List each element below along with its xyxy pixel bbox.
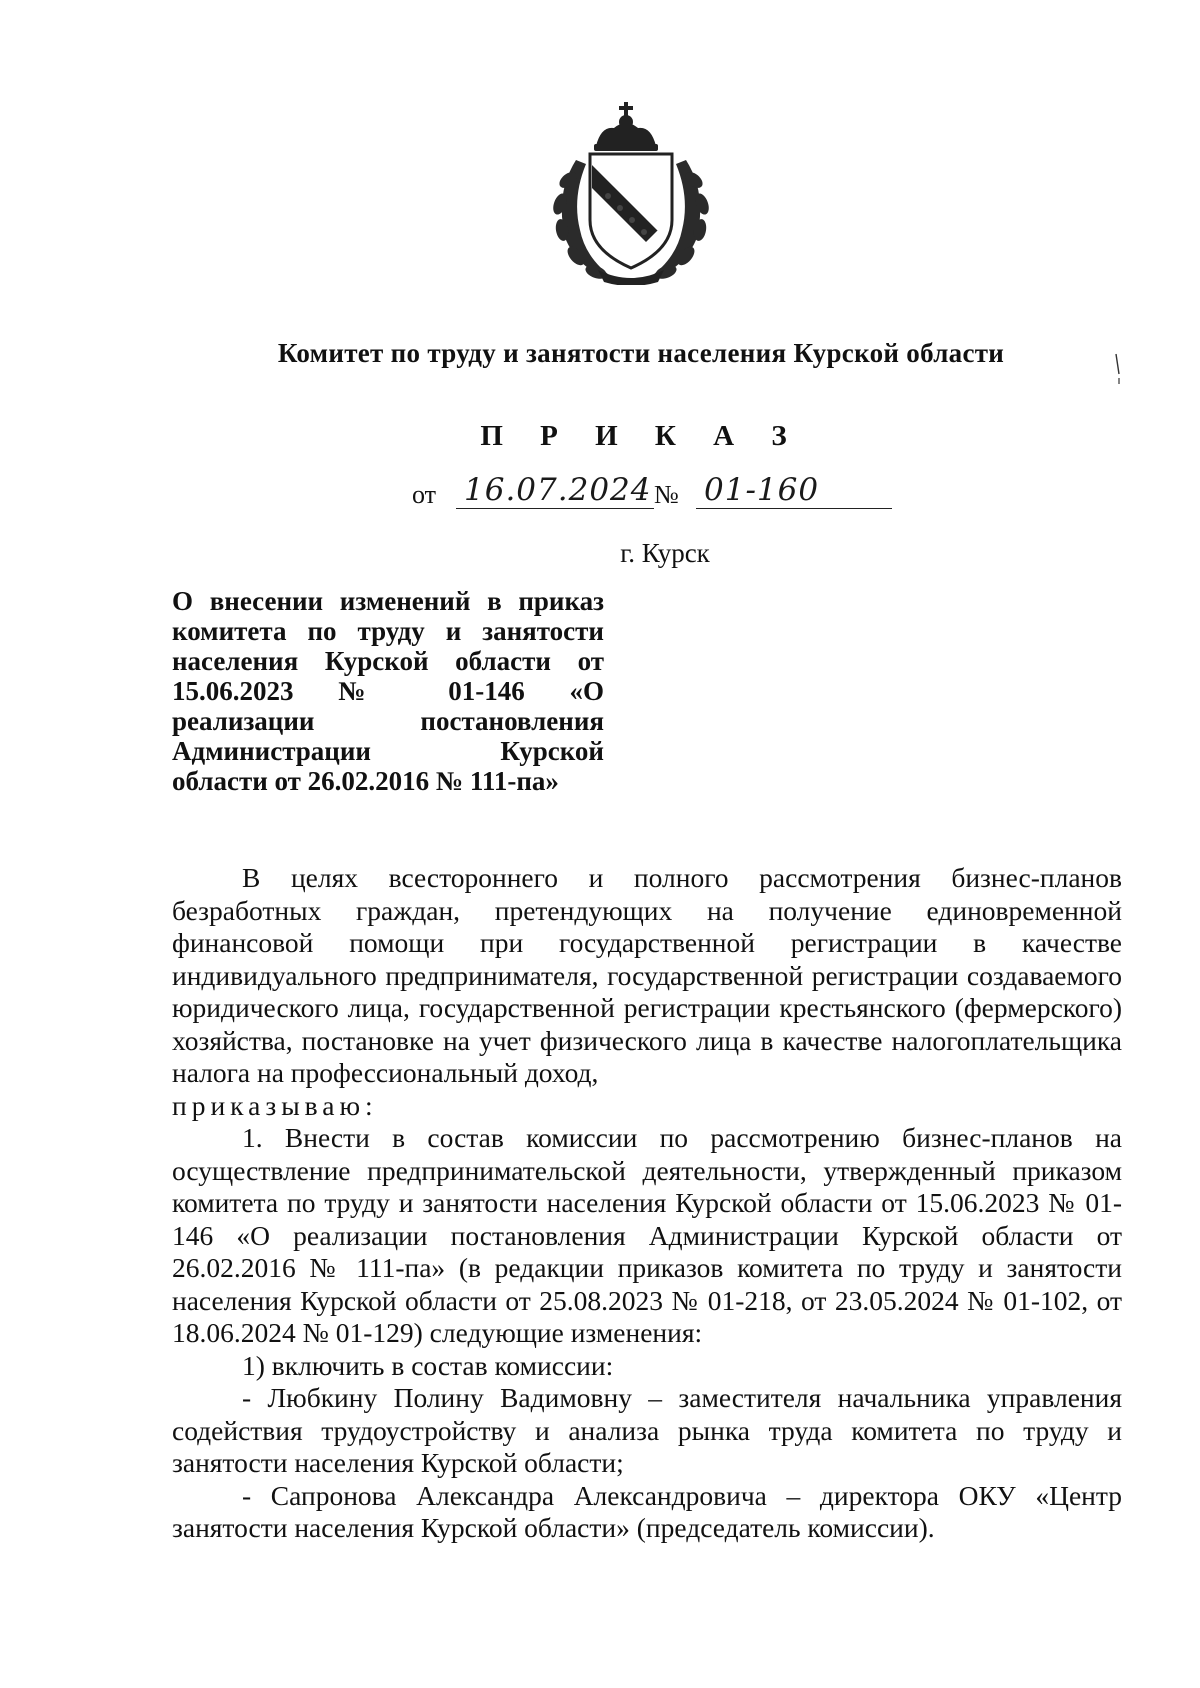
- document-type-title: П Р И К А З: [480, 420, 802, 452]
- city-name: г. Курск: [620, 538, 710, 568]
- handwritten-date: 16.07.2024: [464, 472, 652, 508]
- member-2-paragraph: - Сапронова Александра Александровича – директора ОКУ «Центр занятости населения Курской области» (председатель комиссии).: [172, 1479, 1122, 1543]
- date-underline: [456, 508, 654, 509]
- subject-line: населения Курской области от: [172, 646, 604, 676]
- order-word: приказываю:: [172, 1089, 378, 1121]
- subject-line: области от 26.02.2016 № 111-па»: [172, 766, 559, 796]
- member-1-paragraph: - Любкину Полину Вадимовну – заместителя начальника управления содействия трудоустройству и анализа рынка труда комитета по труду и занятости населения Курской области;: [172, 1382, 1122, 1478]
- handwritten-number: 01-160: [704, 472, 820, 508]
- kursk-region-coat-of-arms-icon: [546, 100, 716, 285]
- point-1-paragraph: 1. Внести в состав комиссии по рассмотрению бизнес-планов на осуществление предпринимательской деятельности, утвержденный приказом комитета по труду и занятости населения Курской области от 15.06.2023 № 01-146 «О реализации постановления Администрации Курской области от 26.02.2016 № 111-па» (в редакции приказов комитета по труду и занятости населения Курской области от 25.08.2023 № 01-218, от 23.05.2024 № 01-102, от 18.06.2024 № 01-129) следующие изменения:: [172, 1122, 1122, 1348]
- order-subject: [172, 586, 604, 796]
- subject-line: Администрации Курской: [172, 736, 604, 766]
- intro-paragraph: В целях всестороннего и полного рассмотрения бизнес-планов безработных граждан, претендующих на получение единовременной финансовой помощи при государственной регистрации в качестве индивидуального предпринимателя, государственной регистрации создаваемого юридического лица, государственной регистрации крестьянского (фермерского) хозяйства, постановке на учет физического лица в качестве налогоплательщика налога на профессиональный доход,: [172, 862, 1122, 1088]
- order-body: [172, 862, 1122, 1545]
- order-date-number-line: [412, 472, 892, 512]
- subject-line: комитета по труду и занятости: [172, 616, 604, 646]
- subject-line: реализации постановления: [172, 706, 604, 736]
- organization-name: Комитет по труду и занятости населения Курской области: [277, 338, 1005, 368]
- date-prefix: от: [412, 480, 437, 509]
- order-word-paragraph: [172, 1090, 1122, 1123]
- scan-artifact-mark: [1114, 352, 1122, 386]
- number-underline: [696, 508, 892, 509]
- subject-line: 15.06.2023 № 01-146 «О: [172, 676, 604, 706]
- subpoint-1-paragraph: 1) включить в состав комиссии:: [242, 1349, 614, 1381]
- number-prefix: №: [654, 480, 679, 509]
- subject-line: О внесении изменений в приказ: [172, 586, 604, 616]
